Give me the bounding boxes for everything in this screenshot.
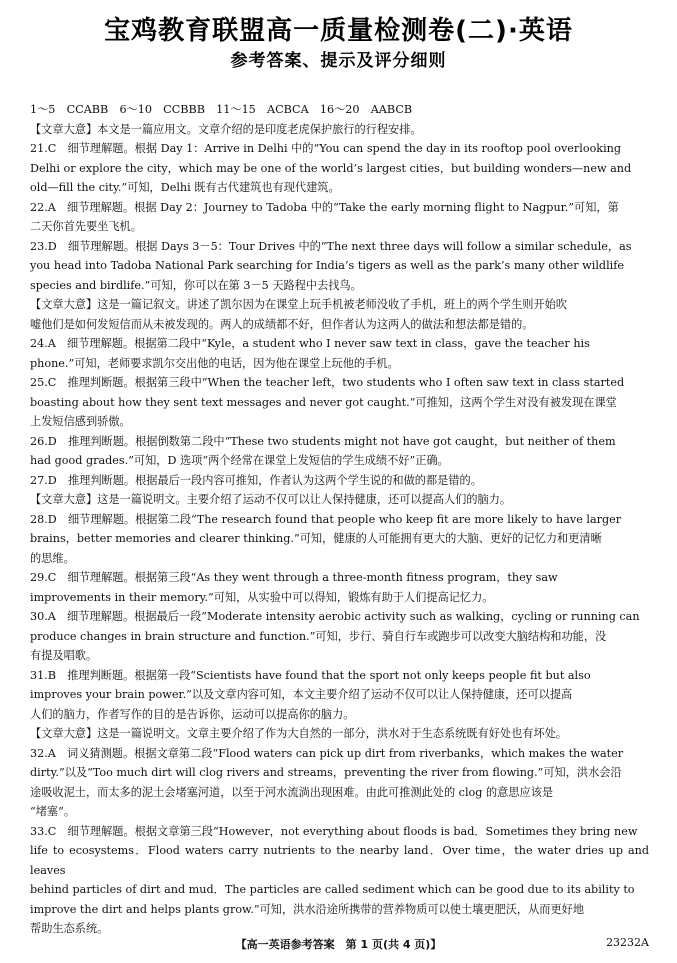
text-line: 嘘他们是如何发短信而从未被发现的。两人的成绩都不好，但作者认为这两人的做法和想法都是错的。 xyxy=(30,317,534,331)
text-line: dirty.”以及“Too much dirt will clog rivers and streams，preventing the river from flowing.”可知，洪水会沿 xyxy=(30,766,622,779)
text-line: phone.”可知，老师要求凯尔交出他的电话，因为他在课堂上玩他的手机。 xyxy=(30,356,399,370)
text-line: improve the dirt and helps plants grow.”可知，洪水沿途所携带的营养物质可以使土壤更肥沃，从而更好地 xyxy=(30,902,585,916)
text-line: 有提及唱歌。 xyxy=(30,649,98,662)
text-line: 22.A 细节理解题。根据 Day 2：Journey to Tadoba 中的“Take the early morning flight to Nagpur.”可知，第 xyxy=(30,200,619,214)
text-line: improves your brain power.”以及文章内容可知，本文主要介绍了运动不仅可以让人保持健康，还可以提高 xyxy=(30,688,573,701)
text-line: “堵塞”。 xyxy=(30,805,76,818)
answer-body xyxy=(30,100,649,939)
text-line: 30.A 细节理解题。根据最后一段“Moderate intensity aerobic activity such as walking，cycling or running can xyxy=(30,610,640,623)
text-line: 【文章大意】本文是一篇应用文。文章介绍的是印度老虎保护旅行的行程安排。 xyxy=(30,122,422,136)
text-line: life to ecosystems．Flood waters carry nutrients to the nearby land．Over time，the water dries up and leaves xyxy=(30,844,649,877)
text-line: 32.A 词义猜测题。根据文章第二段“Flood waters can pick up dirt from riverbanks，which makes the water xyxy=(30,746,624,760)
text-line: Delhi or explore the city，which may be one of the world’s largest cities，but building wonders—new and xyxy=(30,161,632,175)
text-line: 1～5 CCABB 6～10 CCBBB 11～15 ACBCA 16～20 AABCB xyxy=(30,103,413,116)
footer-page-info: 【高一英语参考答案 第 1 页(共 4 页)】 xyxy=(235,938,442,951)
text-line: 【文章大意】这是一篇说明文。主要介绍了运动不仅可以让人保持健康，还可以提高人们的脑力。 xyxy=(30,493,512,506)
text-line: 人们的脑力，作者写作的目的是告诉你，运动可以提高你的脑力。 xyxy=(30,707,355,721)
text-line: 帮助生态系统。 xyxy=(30,922,109,935)
text-line: 28.D 细节理解题。根据第二段“The research found that people who keep fit are more likely to have larger xyxy=(30,512,622,526)
text-line: 二天你首先要坐飞机。 xyxy=(30,220,142,233)
text-line: brains，better memories and clearer thinking.”可知，健康的人可能拥有更大的大脑、更好的记忆力和更清晰 xyxy=(30,532,602,545)
text-line: produce changes in brain structure and function.”可知，步行、骑自行车或跑步可以改变大脑结构和功能，没 xyxy=(30,629,607,643)
text-line: 26.D 推理判断题。根据倒数第二段中“These two students might not have got caught，but neither of them xyxy=(30,434,616,448)
text-line: 途吸收泥土，而太多的泥土会堵塞河道，以至于河水流淌出现困难。由此可推测此处的 clog 的意思应该是 xyxy=(30,785,554,799)
text-line: improvements in their memory.”可知，从实验中可以得知，锻炼有助于人们提高记忆力。 xyxy=(30,590,494,604)
text-line: 上发短信感到骄傲。 xyxy=(30,415,131,428)
text-line: 的思维。 xyxy=(30,551,75,565)
text-line: 【文章大意】这是一篇说明文。文章主要介绍了作为大自然的一部分，洪水对于生态系统既有好处也有坏处。 xyxy=(30,727,568,740)
text-line: you head into Tadoba National Park searching for India’s tigers as well as the park’s many other wildlife xyxy=(30,259,624,272)
text-line: 21.C 细节理解题。根据 Day 1：Arrive in Delhi 中的“You can spend the day in its rooftop pool overlooking xyxy=(30,142,622,155)
text-line: species and birdlife.”可知，你可以在第 3－5 天路程中去找鸟。 xyxy=(30,278,362,292)
page-subtitle: 参考答案、提示及评分细则 xyxy=(230,51,447,71)
text-line: boasting about how they sent text messages and never got caught.”可推知，这两个学生对没有被发现在课堂 xyxy=(30,395,617,409)
text-line: had good grades.”可知，D 选项“两个经常在课堂上发短信的学生成绩不好”正确。 xyxy=(30,454,449,467)
text-line: 24.A 细节理解题。根据第二段中“Kyle，a student who I never saw text in class，gave the teacher his xyxy=(30,337,590,350)
text-line: 31.B 推理判断题。根据第一段“Scientists have found that the sport not only keeps people fit but also xyxy=(30,668,591,682)
text-line: behind particles of dirt and mud．The particles are called sediment which can be good due to its ability to xyxy=(30,883,635,896)
text-line: old—fill the city.”可知，Delhi 既有古代建筑也有现代建筑。 xyxy=(30,181,340,194)
page-title: 宝鸡教育联盟高一质量检测卷(二)·英语 xyxy=(104,16,573,46)
text-line: 23.D 细节理解题。根据 Days 3－5：Tour Drives 中的“The next three days will follow a similar schedule，as xyxy=(30,239,632,253)
text-line: 25.C 推理判断题。根据第三段中“When the teacher left，two students who I often saw text in class started xyxy=(30,376,625,389)
text-line: 33.C 细节理解题。根据文章第三段“However，not everything about floods is bad．Sometimes they bring new xyxy=(30,824,638,838)
text-line: 【文章大意】这是一篇记叙文。讲述了凯尔因为在课堂上玩手机被老师没收了手机，班上的两个学生则开始吹 xyxy=(30,298,568,311)
text-line: 27.D 推理判断题。根据最后一段内容可推知，作者认为这两个学生说的和做的都是错的。 xyxy=(30,473,482,487)
footer-code: 23232A xyxy=(606,936,649,949)
text-line: 29.C 细节理解题。根据第三段“As they went through a three-month fitness program，they saw xyxy=(30,571,558,584)
